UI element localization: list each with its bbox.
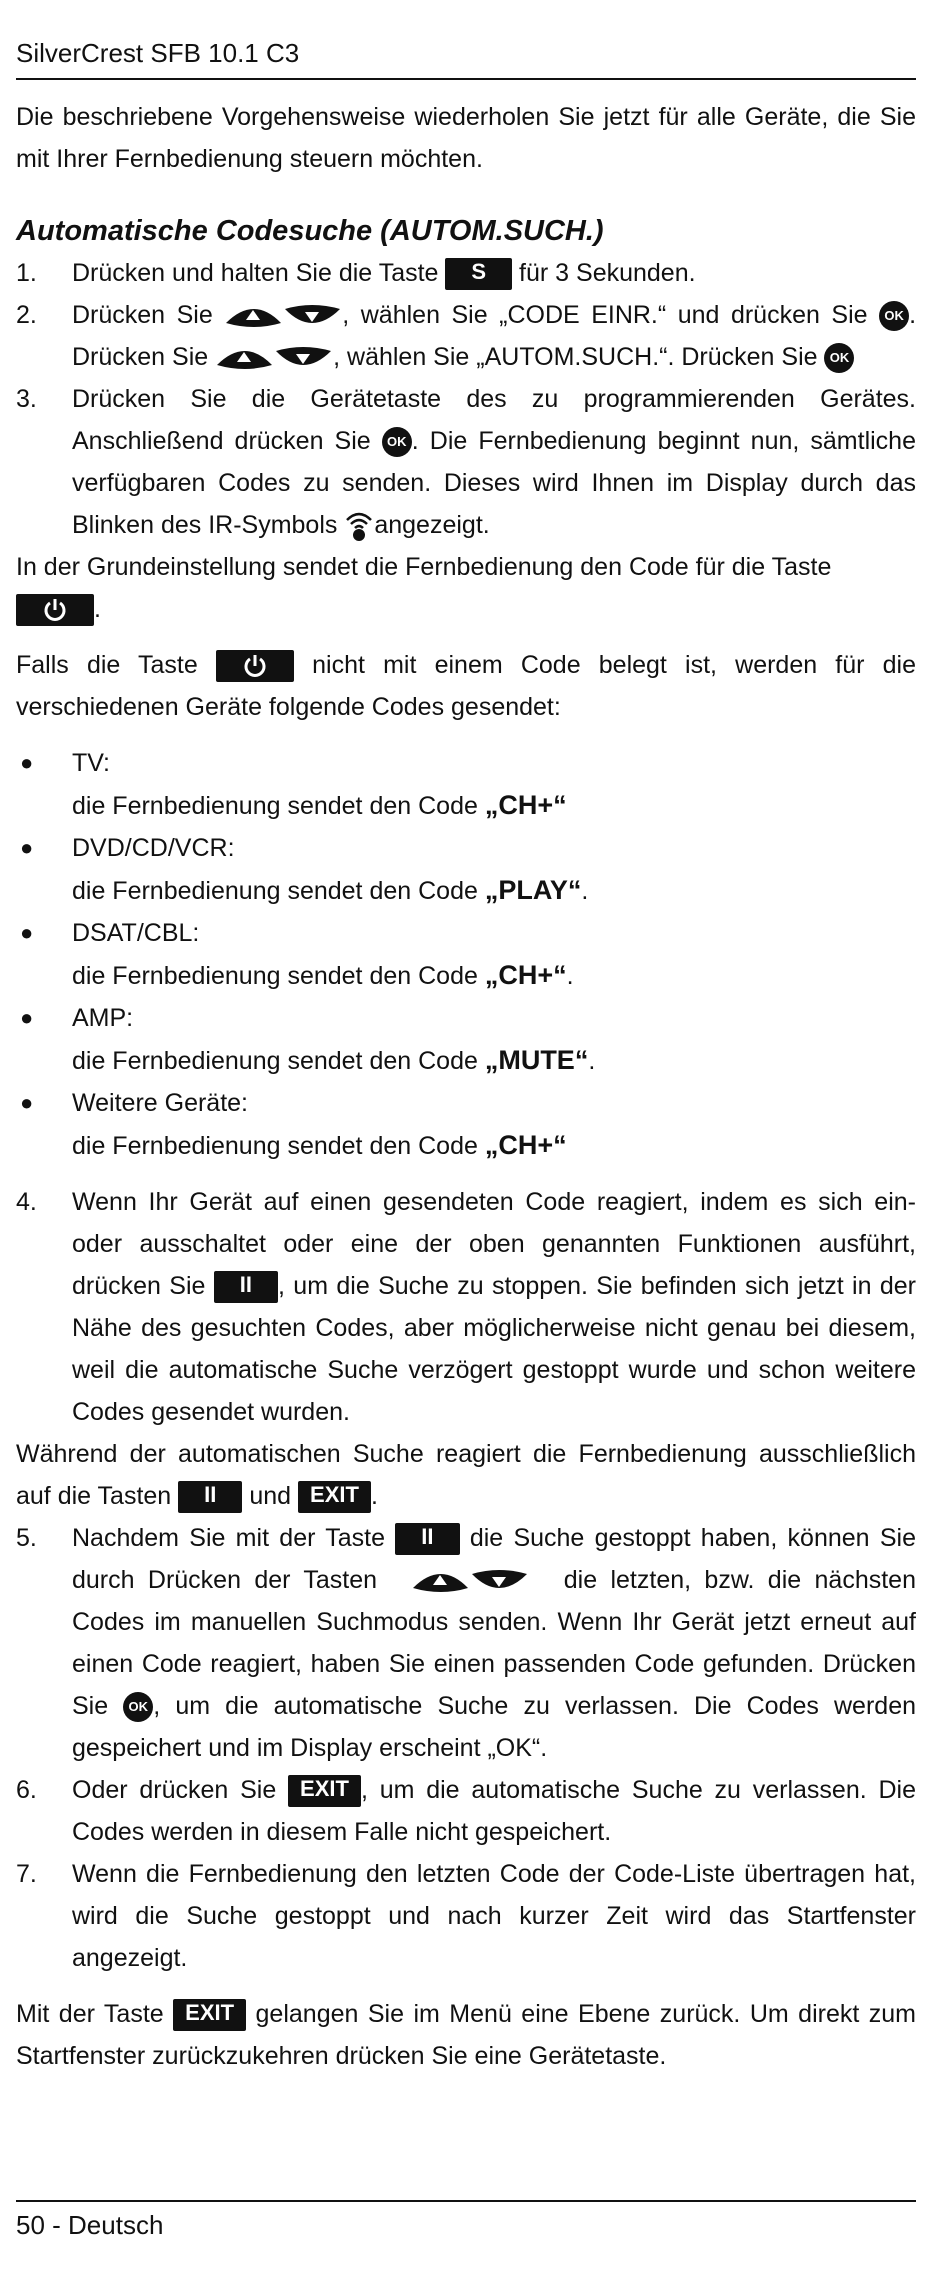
step-number: 3. xyxy=(16,385,37,413)
power-symbol-icon xyxy=(242,653,268,679)
bullet-icon: ● xyxy=(20,1090,34,1115)
ir-symbol-icon xyxy=(344,510,374,542)
step-text: Drücken Sie xyxy=(72,301,213,329)
bullet-icon: ● xyxy=(20,750,34,775)
section-heading: Automatische Codesuche (AUTOM.SUCH.) xyxy=(16,215,604,247)
device-end: . xyxy=(566,962,574,990)
outro-paragraph xyxy=(16,1993,916,2077)
power-key-icon xyxy=(16,594,94,626)
device-item xyxy=(16,912,916,997)
step-text: , wählen Sie „AUTOM.SUCH.“. Drücken Sie xyxy=(333,343,818,371)
device-text: die Fernbedienung sendet den Code xyxy=(72,1047,478,1075)
step-text: , um die automatische Suche zu verlassen. Die Codes werden gespeichert und im Display erscheint „OK“. xyxy=(72,1692,917,1762)
ok-key-icon: OK xyxy=(824,343,854,373)
device-code: „CH+“ xyxy=(484,1130,567,1160)
ok-key-icon: OK xyxy=(382,427,412,457)
step-2 xyxy=(16,294,916,378)
step-5 xyxy=(16,1517,916,1769)
device-code: „CH+“ xyxy=(484,960,567,990)
step-number: 5. xyxy=(16,1524,37,1552)
paragraph-text: und xyxy=(249,1482,292,1510)
paragraph-text: Falls die Taste xyxy=(16,651,198,679)
pause-key-icon: II xyxy=(395,1523,459,1555)
ok-key-icon: OK xyxy=(123,1692,153,1722)
exit-key-icon: EXIT xyxy=(298,1481,371,1513)
footer-divider xyxy=(16,2200,916,2202)
step-text: , um die Suche zu stoppen. Sie befinden sich jetzt in der Nähe des gesuchten Codes, aber möglicherweise nicht genau bei diesem, weil die automatische Suche verzögert gestoppt wurde und schon weitere Codes gesendet wurden. xyxy=(72,1272,916,1426)
step-1 xyxy=(16,252,916,294)
grund-paragraph xyxy=(16,546,916,630)
step-number: 7. xyxy=(16,1860,37,1888)
s-key-icon: S xyxy=(445,258,512,290)
step-text: Drücken und halten Sie die Taste xyxy=(72,259,439,287)
step-text: , um die automatische Suche zu verlassen. Die Codes werden in diesem Falle nicht gespeichert. xyxy=(72,1776,916,1846)
step-text: die Suche gestoppt haben, können Sie durch Drücken der Tasten xyxy=(72,1524,916,1594)
step-text: Wenn die Fernbedienung den letzten Code der Code-Liste übertragen hat, wird die Suche gestoppt und nach kurzer Zeit wird das Startfenster angezeigt. xyxy=(72,1860,916,1972)
up-down-arrow-keys-icon xyxy=(390,1566,550,1596)
step-text: . Drücken Sie xyxy=(72,301,917,371)
step-number: 2. xyxy=(16,301,37,329)
ok-key-icon: OK xyxy=(879,301,909,331)
intro-paragraph: Die beschriebene Vorgehensweise wiederholen Sie jetzt für alle Geräte, die Sie mit Ihrer Fernbedienung steuern möchten. xyxy=(16,103,916,173)
waehrend-paragraph xyxy=(16,1433,916,1517)
device-end: . xyxy=(581,877,589,905)
device-list xyxy=(16,742,916,1167)
paragraph-text: Mit der Taste xyxy=(16,2000,164,2028)
device-name: TV: xyxy=(72,749,110,777)
step-6 xyxy=(16,1769,916,1853)
step-text: Nachdem Sie mit der Taste xyxy=(72,1524,386,1552)
device-text: die Fernbedienung sendet den Code xyxy=(72,792,478,820)
up-down-arrow-keys-icon xyxy=(215,343,333,373)
step-number: 6. xyxy=(16,1776,37,1804)
device-name: DSAT/CBL: xyxy=(72,919,200,947)
paragraph-text: . xyxy=(94,595,101,623)
device-end: . xyxy=(588,1047,596,1075)
step-number: 1. xyxy=(16,259,37,287)
step-3 xyxy=(16,378,916,546)
up-down-arrow-keys-icon xyxy=(224,301,342,331)
step-number: 4. xyxy=(16,1188,37,1216)
page-footer: 50 - Deutsch xyxy=(16,2210,164,2240)
paragraph-text: Während der automatischen Suche reagiert die Fernbedienung ausschließlich auf die Tasten xyxy=(16,1440,916,1510)
pause-key-icon: II xyxy=(214,1271,278,1303)
step-7 xyxy=(16,1853,916,1979)
pause-key-icon: II xyxy=(178,1481,242,1513)
power-symbol-icon xyxy=(42,597,68,623)
device-item xyxy=(16,997,916,1082)
paragraph-text: In der Grundeinstellung sendet die Fernbedienung den Code für die Taste xyxy=(16,553,832,581)
device-code: „CH+“ xyxy=(484,790,567,820)
device-item xyxy=(16,742,916,827)
step-text: angezeigt. xyxy=(374,511,490,539)
step-text: Drücken Sie die Gerätetaste des zu programmierenden Gerätes. Anschließend drücken Sie xyxy=(72,385,916,455)
device-name: Weitere Geräte: xyxy=(72,1089,249,1117)
step-text: die letzten, bzw. die nächsten Codes im manuellen Suchmodus senden. Wenn Ihr Gerät jetzt erneut auf einen Code reagiert, haben Sie einen passenden Code gefunden. Drücken Sie xyxy=(72,1566,916,1720)
step-4 xyxy=(16,1181,916,1433)
page-content xyxy=(16,96,916,2077)
paragraph-text: . xyxy=(370,1482,378,1510)
step-text: , wählen Sie „CODE EINR.“ und drücken Sie xyxy=(342,301,868,329)
bullet-icon: ● xyxy=(20,835,34,860)
exit-key-icon: EXIT xyxy=(288,1775,361,1807)
power-key-icon xyxy=(216,650,294,682)
step-text: Wenn Ihr Gerät auf einen gesendeten Code reagiert, indem es sich ein- oder ausschaltet oder eine der oben genannten Funktionen ausführt, drücken Sie xyxy=(72,1188,916,1300)
device-text: die Fernbedienung sendet den Code xyxy=(72,877,478,905)
paragraph-text: gelangen Sie im Menü eine Ebene zurück. Um direkt zum Startfenster zurückzukehren drücken Sie eine Gerätetaste. xyxy=(16,2000,916,2070)
step-text: Oder drücken Sie xyxy=(72,1776,277,1804)
device-item xyxy=(16,827,916,912)
device-text: die Fernbedienung sendet den Code xyxy=(72,1132,478,1160)
device-text: die Fernbedienung sendet den Code xyxy=(72,962,478,990)
paragraph-text: nicht mit einem Code belegt ist, werden für die verschiedenen Geräte folgende Codes gesendet: xyxy=(16,651,917,721)
device-name: AMP: xyxy=(72,1004,134,1032)
step-text: für 3 Sekunden. xyxy=(519,259,696,287)
bullet-icon: ● xyxy=(20,1005,34,1030)
bullet-icon: ● xyxy=(20,920,34,945)
page-header: SilverCrest SFB 10.1 C3 xyxy=(16,38,916,80)
device-item xyxy=(16,1082,916,1167)
exit-key-icon: EXIT xyxy=(173,1999,246,2031)
device-code: „MUTE“ xyxy=(484,1045,589,1075)
device-code: „PLAY“ xyxy=(484,875,582,905)
device-name: DVD/CD/VCR: xyxy=(72,834,235,862)
step-text: . Die Fernbedienung beginnt nun, sämtliche verfügbaren Codes zu senden. Dieses wird Ihnen im Display durch das Blinken des IR-Symbols xyxy=(72,427,916,539)
falls-paragraph xyxy=(16,644,916,728)
